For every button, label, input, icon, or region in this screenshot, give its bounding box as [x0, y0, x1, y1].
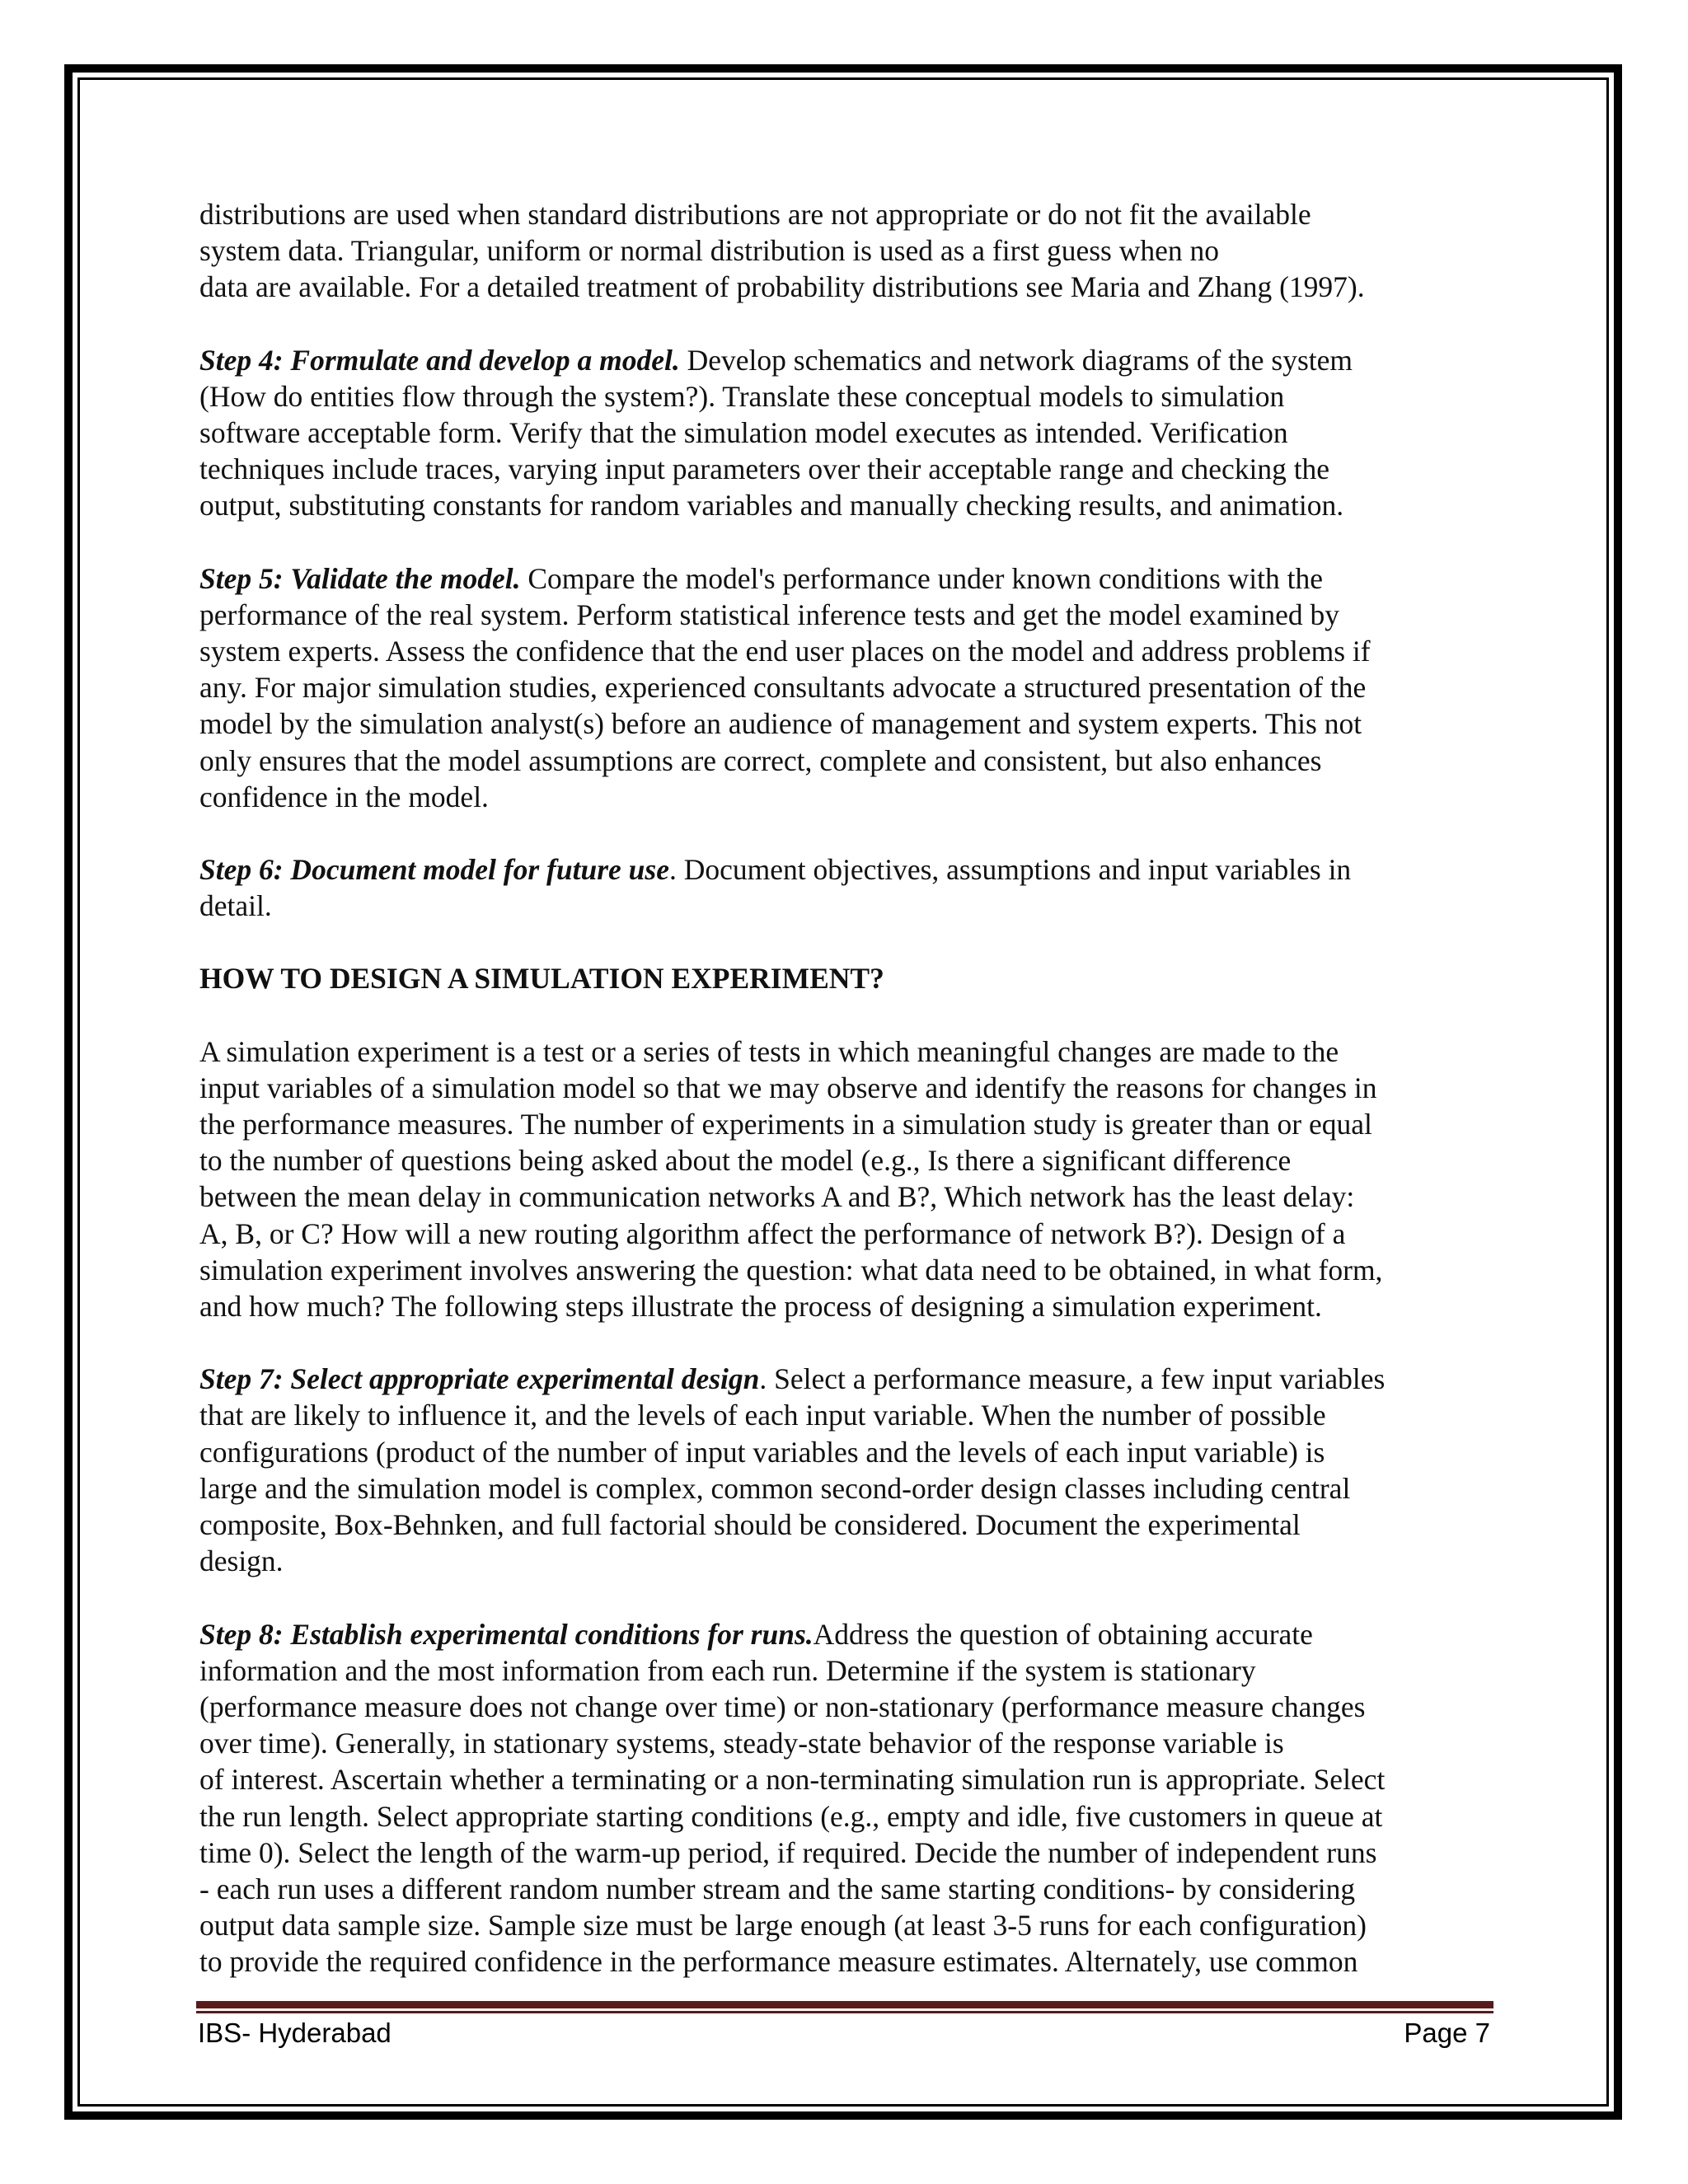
- step-5-title: Step 5: Validate the model.: [199, 561, 521, 595]
- text-line: performance of the real system. Perform statistical inference tests and get the model examined by: [199, 598, 1340, 631]
- text-line: output, substituting constants for random variables and manually checking results, and animation.: [199, 489, 1344, 523]
- text-line: detail.: [199, 889, 272, 923]
- text-line: composite, Box-Behnken, and full factorial should be considered. Document the experimental: [199, 1508, 1301, 1542]
- text-line: [199, 1361, 1498, 1397]
- step-8-title: Step 8: Establish experimental conditions for runs.: [199, 1617, 814, 1651]
- text-line: techniques include traces, varying input parameters over their acceptable range and checking the: [199, 452, 1330, 486]
- footer-rule: [196, 2001, 1493, 2008]
- footer-rule-thin: [196, 2011, 1493, 2013]
- text-line: large and the simulation model is complex, common second-order design classes including central: [199, 1471, 1351, 1505]
- text-line: software acceptable form. Verify that the simulation model executes as intended. Verification: [199, 416, 1288, 450]
- text-line: and how much? The following steps illustrate the process of designing a simulation experiment.: [199, 1290, 1322, 1324]
- text-line: design.: [199, 1544, 284, 1578]
- paragraph-experiment-intro: [199, 1033, 1498, 1325]
- footer-page-number: Page 7: [1404, 2018, 1490, 2048]
- text-line: [199, 342, 1498, 378]
- text-line: output data sample size. Sample size must be large enough (at least 3-5 runs for each configuration): [199, 1909, 1367, 1943]
- step-4-title: Step 4: Formulate and develop a model.: [199, 343, 680, 377]
- text-line: distributions are used when standard distributions are not appropriate or do not fit the available: [199, 198, 1311, 231]
- text-line: [199, 560, 1498, 597]
- text-line: input variables of a simulation model so that we may observe and identify the reasons for changes in: [199, 1071, 1377, 1104]
- text-line: simulation experiment involves answering the question: what data need to be obtained, in what form,: [199, 1253, 1383, 1286]
- text-run: . Select a performance measure, a few input variables: [759, 1362, 1386, 1396]
- paragraph-step-8: [199, 1616, 1498, 1980]
- text-line: system experts. Assess the confidence that the end user places on the model and address problems if: [199, 635, 1371, 668]
- paragraph-distributions: [199, 196, 1498, 306]
- text-line: confidence in the model.: [199, 780, 489, 813]
- text-line: the performance measures. The number of experiments in a simulation study is greater than or equal: [199, 1108, 1372, 1141]
- text-line: configurations (product of the number of input variables and the levels of each input variable) is: [199, 1435, 1325, 1469]
- paragraph-step-4: [199, 342, 1498, 524]
- paragraph-step-5: [199, 560, 1498, 815]
- text-line: information and the most information from each run. Determine if the system is stationary: [199, 1653, 1256, 1687]
- text-line: any. For major simulation studies, experienced consultants advocate a structured presentation of the: [199, 671, 1367, 705]
- text-line: A, B, or C? How will a new routing algorithm affect the performance of network B?). Design of a: [199, 1216, 1346, 1250]
- text-run: Develop schematics and network diagrams of the system: [679, 343, 1353, 377]
- text-line: over time). Generally, in stationary systems, steady-state behavior of the response variable is: [199, 1727, 1284, 1760]
- text-run: Compare the model's performance under known conditions with the: [520, 561, 1324, 595]
- text-line: A simulation experiment is a test or a series of tests in which meaningful changes are made to the: [199, 1034, 1339, 1068]
- text-line: that are likely to influence it, and the levels of each input variable. When the number of possible: [199, 1399, 1326, 1432]
- text-line: the run length. Select appropriate starting conditions (e.g., empty and idle, five customers in queue at: [199, 1799, 1383, 1833]
- step-7-title: Step 7: Select appropriate experimental design: [199, 1362, 760, 1396]
- text-line: - each run uses a different random number stream and the same starting conditions- by considering: [199, 1872, 1356, 1905]
- text-line: (How do entities flow through the system?). Translate these conceptual models to simulation: [199, 379, 1285, 413]
- section-heading: HOW TO DESIGN A SIMULATION EXPERIMENT?: [199, 962, 884, 996]
- text-line: system data. Triangular, uniform or normal distribution is used as a first guess when no: [199, 234, 1219, 268]
- text-run: Address the question of obtaining accurate: [813, 1617, 1313, 1651]
- text-line: of interest. Ascertain whether a terminating or a non-terminating simulation run is appropriate. Select: [199, 1763, 1386, 1797]
- paragraph-step-6: [199, 851, 1498, 924]
- text-line: [199, 851, 1498, 888]
- paragraph-step-7: [199, 1361, 1498, 1579]
- text-line: only ensures that the model assumptions are correct, complete and consistent, but also enhances: [199, 743, 1322, 777]
- text-line: [199, 1616, 1498, 1652]
- step-6-title: Step 6: Document model for future use: [199, 853, 669, 887]
- text-run: . Document objectives, assumptions and input variables in: [668, 853, 1352, 887]
- text-line: data are available. For a detailed treatment of probability distributions see Maria and Zhang (1997).: [199, 270, 1365, 304]
- text-line: between the mean delay in communication networks A and B?, Which network has the least delay:: [199, 1180, 1355, 1214]
- text-line: model by the simulation analyst(s) before an audience of management and system experts. This not: [199, 707, 1362, 741]
- text-line: to provide the required confidence in the performance measure estimates. Alternately, use common: [199, 1945, 1358, 1979]
- footer-institution: IBS- Hyderabad: [198, 2018, 392, 2048]
- text-line: to the number of questions being asked about the model (e.g., Is there a significant difference: [199, 1144, 1292, 1178]
- text-line: (performance measure does not change over time) or non-stationary (performance measure changes: [199, 1690, 1366, 1723]
- document-body: [199, 196, 1498, 1980]
- text-line: time 0). Select the length of the warm-up period, if required. Decide the number of independent runs: [199, 1835, 1377, 1869]
